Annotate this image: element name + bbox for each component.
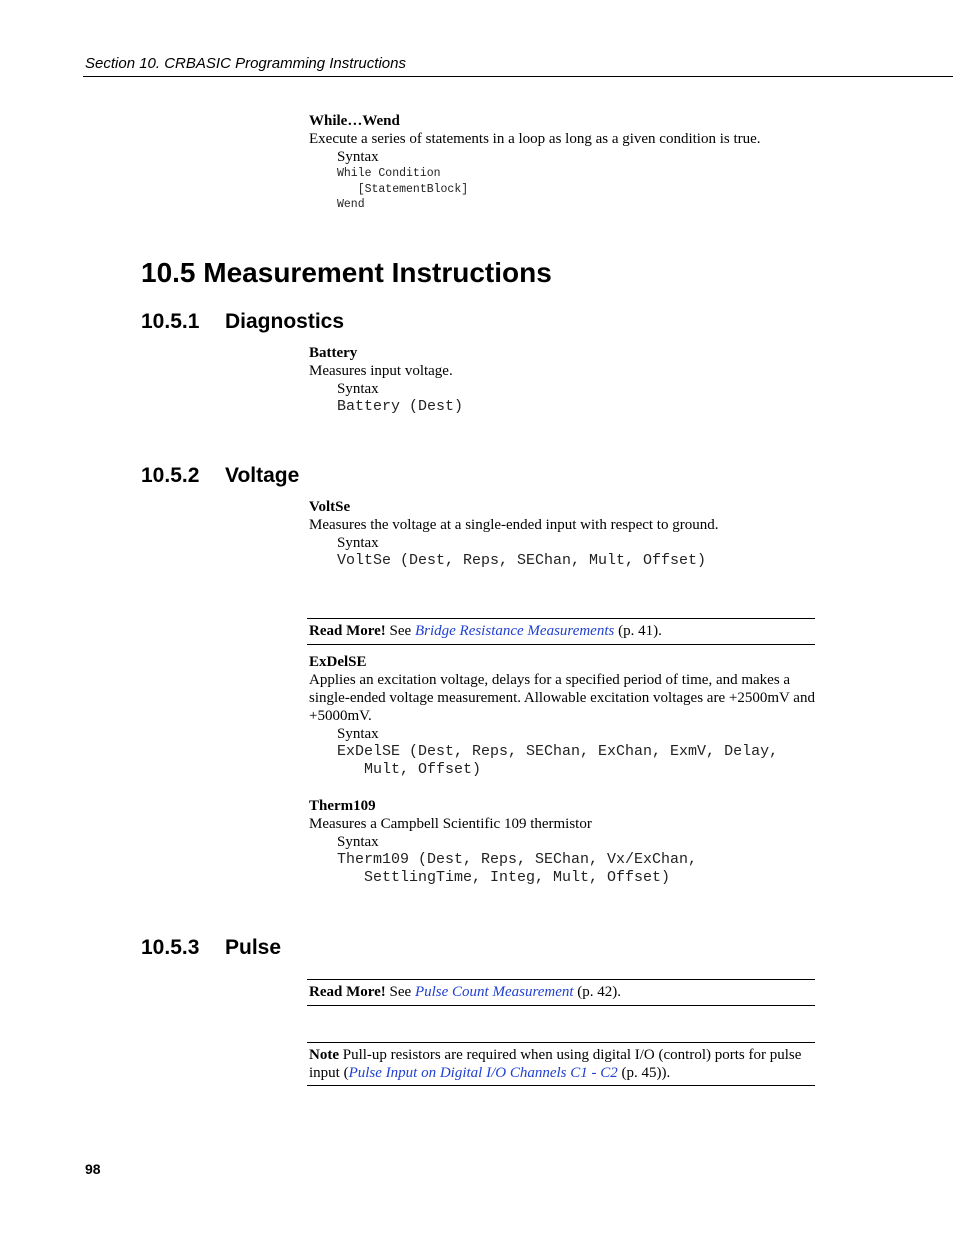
therm109-description: Measures a Campbell Scientific 109 thermistor — [309, 816, 592, 832]
code-line: While Condition — [337, 167, 441, 180]
battery-description: Measures input voltage. — [309, 363, 453, 379]
read-more-label: Read More! — [309, 984, 386, 1000]
voltse-description: Measures the voltage at a single-ended input with respect to ground. — [309, 517, 719, 533]
code-line: Therm109 (Dest, Reps, SEChan, Vx/ExChan, — [337, 851, 698, 868]
read-more-link[interactable]: Pulse Count Measurement — [414, 984, 574, 1000]
code-line: Battery (Dest) — [337, 398, 464, 415]
code-line: SettlingTime, Integ, Mult, Offset) — [337, 869, 671, 886]
therm109-block — [309, 797, 815, 887]
subsection-number: 10.5.2 — [141, 464, 200, 487]
subsection-heading-pulse — [141, 935, 281, 961]
code-line: [StatementBlock] — [337, 182, 469, 196]
battery-block — [309, 344, 815, 416]
subsection-number: 10.5.3 — [141, 936, 200, 959]
read-more-link[interactable]: Bridge Resistance Measurements — [414, 623, 615, 639]
running-header: Section 10. CRBASIC Programming Instructions — [85, 55, 406, 72]
page-number: 98 — [85, 1161, 101, 1177]
syntax-label: Syntax — [337, 149, 379, 165]
while-wend-title: While…Wend — [309, 113, 400, 129]
subsection-heading-voltage — [141, 463, 299, 489]
while-wend-block — [309, 112, 815, 213]
subsection-title: Voltage — [225, 464, 300, 487]
read-more-page: (p. 41). — [614, 623, 662, 639]
therm109-title: Therm109 — [309, 798, 376, 814]
note-text: Pull-up resistors are required when using digital I/O (control) ports for pulse input ( — [309, 1047, 802, 1081]
note-box — [307, 1042, 815, 1086]
code-line: Wend — [337, 198, 365, 211]
read-more-box — [307, 979, 815, 1006]
read-more-page: (p. 42). — [573, 984, 622, 1000]
exdelse-title: ExDelSE — [309, 654, 367, 670]
syntax-label: Syntax — [337, 381, 379, 397]
syntax-label: Syntax — [337, 834, 379, 850]
note-tail: (p. 45)). — [617, 1065, 671, 1081]
read-more-label: Read More! — [309, 623, 386, 639]
syntax-label: Syntax — [337, 535, 379, 551]
voltse-block — [309, 498, 815, 570]
code-line: ExDelSE (Dest, Reps, SEChan, ExChan, ExmV, Delay, — [337, 743, 779, 760]
section-heading: 10.5 Measurement Instructions — [141, 257, 552, 288]
read-more-box — [307, 618, 815, 645]
exdelse-description: Applies an excitation voltage, delays for a specified period of time, and makes a single-ended voltage measurement. Allowable excitation voltages are +2500mV and +5000mV. — [309, 672, 815, 724]
exdelse-block — [309, 653, 815, 779]
note-label: Note — [309, 1047, 339, 1063]
subsection-title: Diagnostics — [225, 310, 345, 333]
code-line: Mult, Offset) — [337, 761, 482, 778]
read-more-see: See — [385, 623, 415, 639]
header-rule — [83, 76, 953, 77]
subsection-title: Pulse — [225, 936, 282, 959]
subsection-number: 10.5.1 — [141, 310, 200, 333]
subsection-heading-diagnostics — [141, 309, 344, 335]
syntax-label: Syntax — [337, 726, 379, 742]
while-wend-description: Execute a series of statements in a loop as long as a given condition is true. — [309, 131, 761, 147]
read-more-see: See — [385, 984, 415, 1000]
battery-title: Battery — [309, 345, 358, 361]
code-line: VoltSe (Dest, Reps, SEChan, Mult, Offset) — [337, 552, 707, 569]
note-link[interactable]: Pulse Input on Digital I/O Channels C1 - C2 — [348, 1065, 618, 1081]
voltse-title: VoltSe — [309, 499, 351, 515]
